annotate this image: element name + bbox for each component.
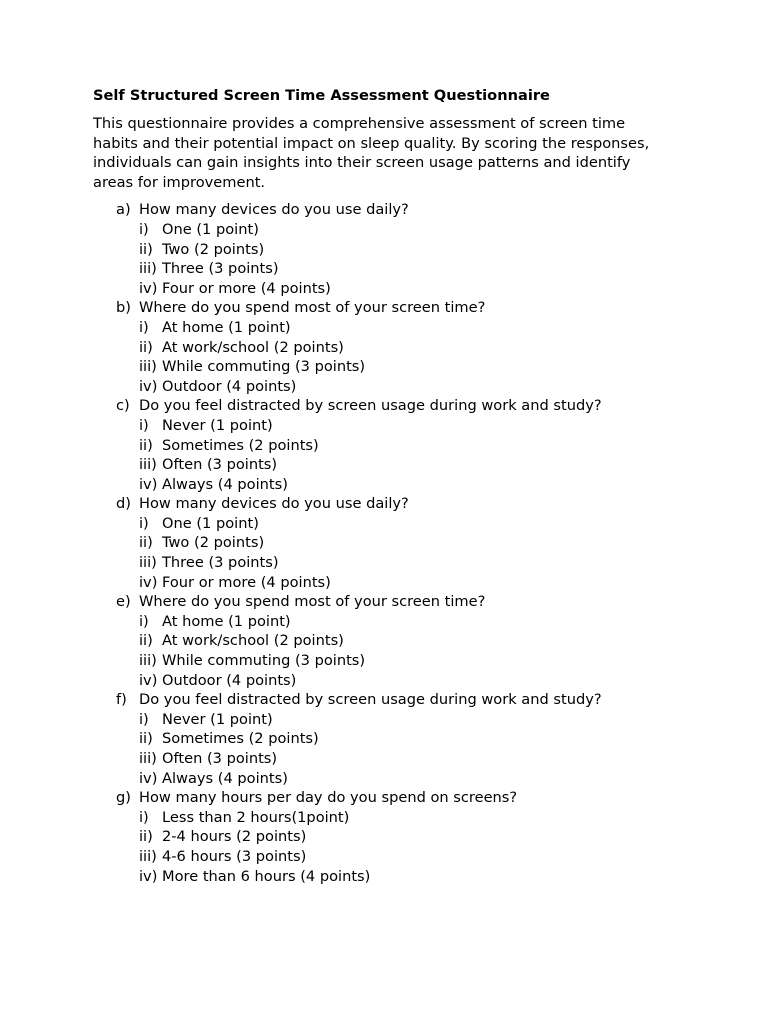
option-item — [93, 612, 683, 632]
option-marker: iv) — [139, 769, 158, 787]
question-line — [93, 592, 683, 612]
question-line — [93, 788, 683, 808]
question-text: Do you feel distracted by screen usage during work and study? — [139, 397, 602, 415]
option-item — [93, 553, 683, 573]
option-text: Outdoor (4 points) — [162, 377, 297, 395]
option-marker: iii) — [139, 750, 157, 767]
question-text: How many devices do you use daily? — [139, 495, 409, 513]
question-text: How many devices do you use daily? — [139, 201, 409, 219]
option-text: Sometimes (2 points) — [162, 436, 319, 454]
option-marker: iv) — [139, 573, 158, 591]
option-marker: i) — [139, 514, 149, 532]
option-marker: i) — [139, 416, 149, 434]
question-line — [93, 200, 683, 220]
question-marker: e) — [116, 593, 131, 611]
option-marker: i) — [139, 612, 149, 630]
document-page — [93, 86, 683, 886]
option-item — [93, 867, 683, 887]
option-item — [93, 631, 683, 651]
question-text: How many hours per day do you spend on screens? — [139, 789, 518, 807]
option-text: At home (1 point) — [162, 318, 291, 336]
option-text: Two (2 points) — [162, 240, 265, 258]
option-item — [93, 808, 683, 828]
option-item — [93, 259, 683, 279]
option-item — [93, 514, 683, 534]
option-list — [93, 318, 683, 396]
question-line — [93, 690, 683, 710]
option-item — [93, 827, 683, 847]
option-list — [93, 808, 683, 886]
option-item — [93, 769, 683, 789]
option-item — [93, 279, 683, 299]
option-text: Always (4 points) — [162, 769, 288, 787]
option-marker: iv) — [139, 867, 158, 885]
option-text: While commuting (3 points) — [162, 358, 366, 376]
option-marker: i) — [139, 808, 149, 826]
option-marker: ii) — [139, 632, 153, 650]
option-marker: iii) — [139, 554, 157, 572]
option-marker: iv) — [139, 671, 158, 689]
option-item — [93, 220, 683, 240]
option-item — [93, 749, 683, 769]
intro-paragraph: This questionnaire provides a comprehensive assessment of screen time habits and their potential impact on sleep quality. By scoring the responses, individuals can gain insights into their screen usage patterns and identify areas for improvement. — [93, 115, 650, 191]
option-text: At home (1 point) — [162, 612, 291, 630]
option-text: 4-6 hours (3 points) — [162, 847, 307, 865]
option-text: Three (3 points) — [162, 554, 279, 572]
option-text: Less than 2 hours(1point) — [162, 808, 350, 826]
option-text: More than 6 hours (4 points) — [162, 867, 371, 885]
option-text: Never (1 point) — [162, 710, 273, 728]
option-text: Two (2 points) — [162, 534, 265, 552]
option-item — [93, 357, 683, 377]
option-marker: iv) — [139, 279, 158, 297]
option-text: Three (3 points) — [162, 260, 279, 278]
option-marker: iv) — [139, 475, 158, 493]
option-item — [93, 710, 683, 730]
option-list — [93, 416, 683, 494]
option-marker: iii) — [139, 358, 157, 376]
question-marker: f) — [116, 691, 127, 709]
option-list — [93, 514, 683, 592]
option-item — [93, 416, 683, 436]
option-text: At work/school (2 points) — [162, 338, 344, 356]
option-marker: ii) — [139, 828, 153, 846]
question-marker: c) — [116, 397, 130, 415]
option-text: Always (4 points) — [162, 475, 288, 493]
option-marker: iii) — [139, 260, 157, 278]
option-text: At work/school (2 points) — [162, 632, 344, 650]
option-marker: i) — [139, 318, 149, 336]
option-marker: i) — [139, 220, 149, 238]
option-item — [93, 475, 683, 495]
question-item — [93, 200, 683, 298]
option-text: While commuting (3 points) — [162, 652, 366, 670]
option-item — [93, 436, 683, 456]
option-item — [93, 318, 683, 338]
option-marker: iii) — [139, 652, 157, 670]
option-marker: ii) — [139, 436, 153, 454]
option-marker: iii) — [139, 456, 157, 474]
question-marker: b) — [116, 299, 131, 317]
option-text: Sometimes (2 points) — [162, 730, 319, 748]
option-marker: ii) — [139, 338, 153, 356]
question-item — [93, 690, 683, 788]
question-item — [93, 396, 683, 494]
option-marker: ii) — [139, 240, 153, 258]
option-marker: i) — [139, 710, 149, 728]
question-marker: a) — [116, 201, 131, 219]
question-text: Where do you spend most of your screen time? — [139, 593, 486, 611]
question-item — [93, 592, 683, 690]
option-item — [93, 240, 683, 260]
option-text: One (1 point) — [162, 514, 259, 532]
option-list — [93, 220, 683, 298]
option-item — [93, 573, 683, 593]
option-item — [93, 455, 683, 475]
option-marker: ii) — [139, 730, 153, 748]
option-item — [93, 533, 683, 553]
question-text: Do you feel distracted by screen usage during work and study? — [139, 691, 602, 709]
option-list — [93, 710, 683, 788]
option-item — [93, 729, 683, 749]
option-text: Never (1 point) — [162, 416, 273, 434]
question-line — [93, 396, 683, 416]
question-text: Where do you spend most of your screen time? — [139, 299, 486, 317]
question-marker: g) — [116, 789, 131, 807]
option-text: 2-4 hours (2 points) — [162, 828, 307, 846]
question-item — [93, 788, 683, 886]
option-text: Often (3 points) — [162, 750, 278, 767]
question-line — [93, 298, 683, 318]
option-item — [93, 338, 683, 358]
document-title: Self Structured Screen Time Assessment Questionnaire — [93, 87, 550, 104]
option-marker: ii) — [139, 534, 153, 552]
option-item — [93, 651, 683, 671]
option-text: One (1 point) — [162, 220, 259, 238]
option-text: Often (3 points) — [162, 456, 278, 474]
question-list — [93, 200, 683, 886]
question-item — [93, 494, 683, 592]
question-item — [93, 298, 683, 396]
option-text: Outdoor (4 points) — [162, 671, 297, 689]
option-marker: iv) — [139, 377, 158, 395]
option-item — [93, 671, 683, 691]
question-marker: d) — [116, 495, 131, 513]
option-text: Four or more (4 points) — [162, 573, 331, 591]
option-text: Four or more (4 points) — [162, 279, 331, 297]
question-line — [93, 494, 683, 514]
option-marker: iii) — [139, 847, 157, 865]
option-item — [93, 377, 683, 397]
option-list — [93, 612, 683, 690]
option-item — [93, 847, 683, 867]
